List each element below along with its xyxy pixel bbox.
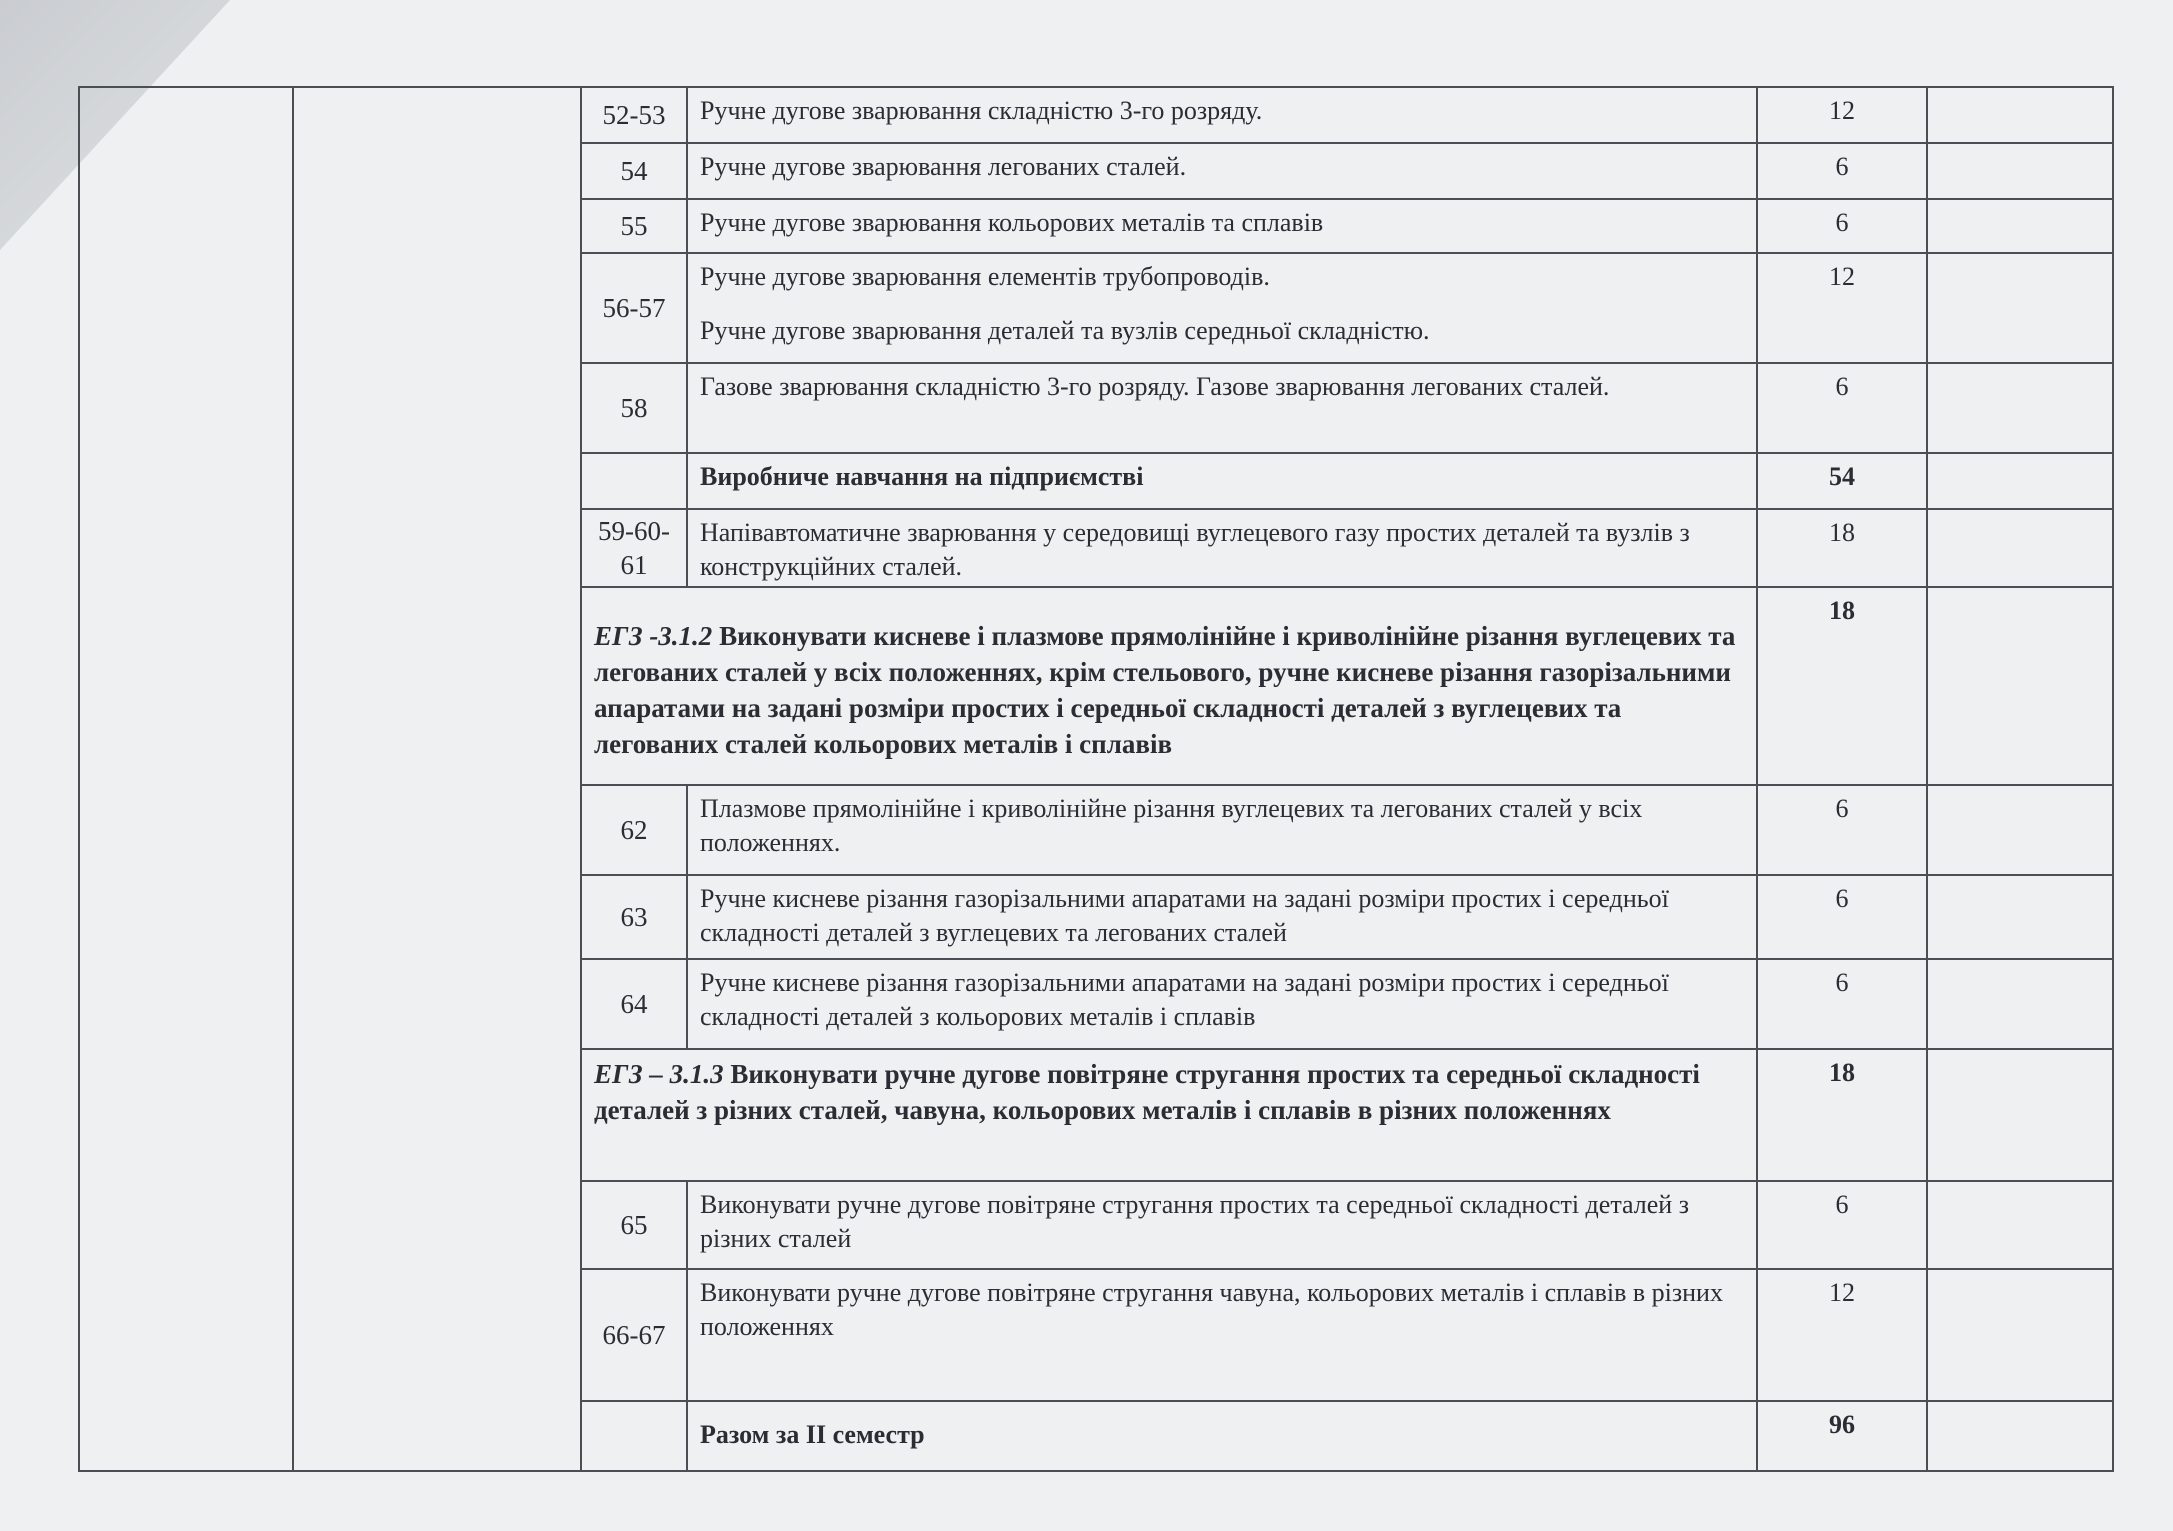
lesson-number: 58 [581,363,687,453]
notes-cell [1927,363,2113,453]
competency-text: Виконувати кисневе і плазмове прямолінійне і криволінійне різання вуглецевих та легованих сталей у всіх положеннях, крім стельового, ручне кисневе різання газорізальними апаратами на задані розміри простих і середньої складності деталей з вуглецевих та легованих сталей кольорових металів і сплавів [594,621,1736,759]
lesson-number: 66-67 [581,1269,687,1401]
notes-cell [1927,959,2113,1049]
lesson-topic: Ручне дугове зварювання кольорових металів та сплавів [687,199,1757,253]
curriculum-table-wrapper [78,86,2112,1466]
total-label: Разом за ІІ семестр [687,1401,1757,1471]
competency-text: Виконувати ручне дугове повітряне стругання простих та середньої складності деталей з різних сталей, чавуна, кольорових металів і сплавів в різних положеннях [594,1059,1700,1125]
lesson-topic: Ручне дугове зварювання легованих сталей. [687,143,1757,199]
lesson-topic: Ручне кисневе різання газорізальними апаратами на задані розміри простих і середньої складності деталей з вуглецевих та легованих сталей [687,875,1757,959]
notes-cell [1927,1181,2113,1269]
notes-cell [1927,143,2113,199]
lesson-number: 65 [581,1181,687,1269]
competency-hours: 18 [1757,587,1927,785]
lesson-topic: Напівавтоматичне зварювання у середовищі вуглецевого газу простих деталей та вузлів з конструкційних сталей. [687,509,1757,587]
lesson-number: 62 [581,785,687,875]
lesson-hours: 6 [1757,959,1927,1049]
notes-cell [1927,785,2113,875]
section-hours: 54 [1757,453,1927,509]
lesson-number: 59-60-61 [581,509,687,587]
lesson-number [581,1401,687,1471]
lesson-number: 56-57 [581,253,687,363]
lesson-number: 64 [581,959,687,1049]
empty-col-1 [79,87,293,1471]
notes-cell [1927,1401,2113,1471]
lesson-topic-line-1: Ручне дугове зварювання елементів трубопроводів. [700,262,1270,291]
lesson-topic: Виконувати ручне дугове повітряне стругання простих та середньої складності деталей з різних сталей [687,1181,1757,1269]
lesson-number: 52-53 [581,87,687,143]
total-hours: 96 [1757,1401,1927,1471]
competency-description [581,587,1757,785]
competency-code: ЕГЗ -3.1.2 [594,621,713,651]
lesson-hours: 12 [1757,253,1927,363]
notes-cell [1927,1049,2113,1181]
lesson-topic: Газове зварювання складністю 3-го розряду. Газове зварювання легованих сталей. [687,363,1757,453]
lesson-hours: 12 [1757,87,1927,143]
competency-hours: 18 [1757,1049,1927,1181]
lesson-hours: 12 [1757,1269,1927,1401]
lesson-number: 55 [581,199,687,253]
table-row [79,87,2113,143]
lesson-hours: 6 [1757,1181,1927,1269]
lesson-topic: Плазмове прямолінійне і криволінійне різання вуглецевих та легованих сталей у всіх положеннях. [687,785,1757,875]
lesson-hours: 6 [1757,143,1927,199]
lesson-topic: Виконувати ручне дугове повітряне стругання чавуна, кольорових металів і сплавів в різних положеннях [687,1269,1757,1401]
lesson-number [581,453,687,509]
lesson-topic [687,253,1757,363]
lesson-hours: 6 [1757,363,1927,453]
notes-cell [1927,509,2113,587]
notes-cell [1927,1269,2113,1401]
section-title: Виробниче навчання на підприємстві [687,453,1757,509]
lesson-hours: 6 [1757,785,1927,875]
notes-cell [1927,587,2113,785]
lesson-number: 63 [581,875,687,959]
curriculum-table [78,86,2114,1472]
lesson-number: 54 [581,143,687,199]
empty-col-2 [293,87,581,1471]
lesson-hours: 18 [1757,509,1927,587]
notes-cell [1927,253,2113,363]
notes-cell [1927,199,2113,253]
lesson-topic: Ручне дугове зварювання складністю 3-го розряду. [687,87,1757,143]
lesson-topic: Ручне кисневе різання газорізальними апаратами на задані розміри простих і середньої складності деталей з кольорових металів і сплавів [687,959,1757,1049]
competency-code: ЕГЗ – 3.1.3 [594,1059,724,1089]
notes-cell [1927,453,2113,509]
lesson-topic-line-2: Ручне дугове зварювання деталей та вузлів середньої складністю. [700,316,1430,345]
lesson-hours: 6 [1757,199,1927,253]
lesson-hours: 6 [1757,875,1927,959]
competency-description [581,1049,1757,1181]
notes-cell [1927,875,2113,959]
notes-cell [1927,87,2113,143]
